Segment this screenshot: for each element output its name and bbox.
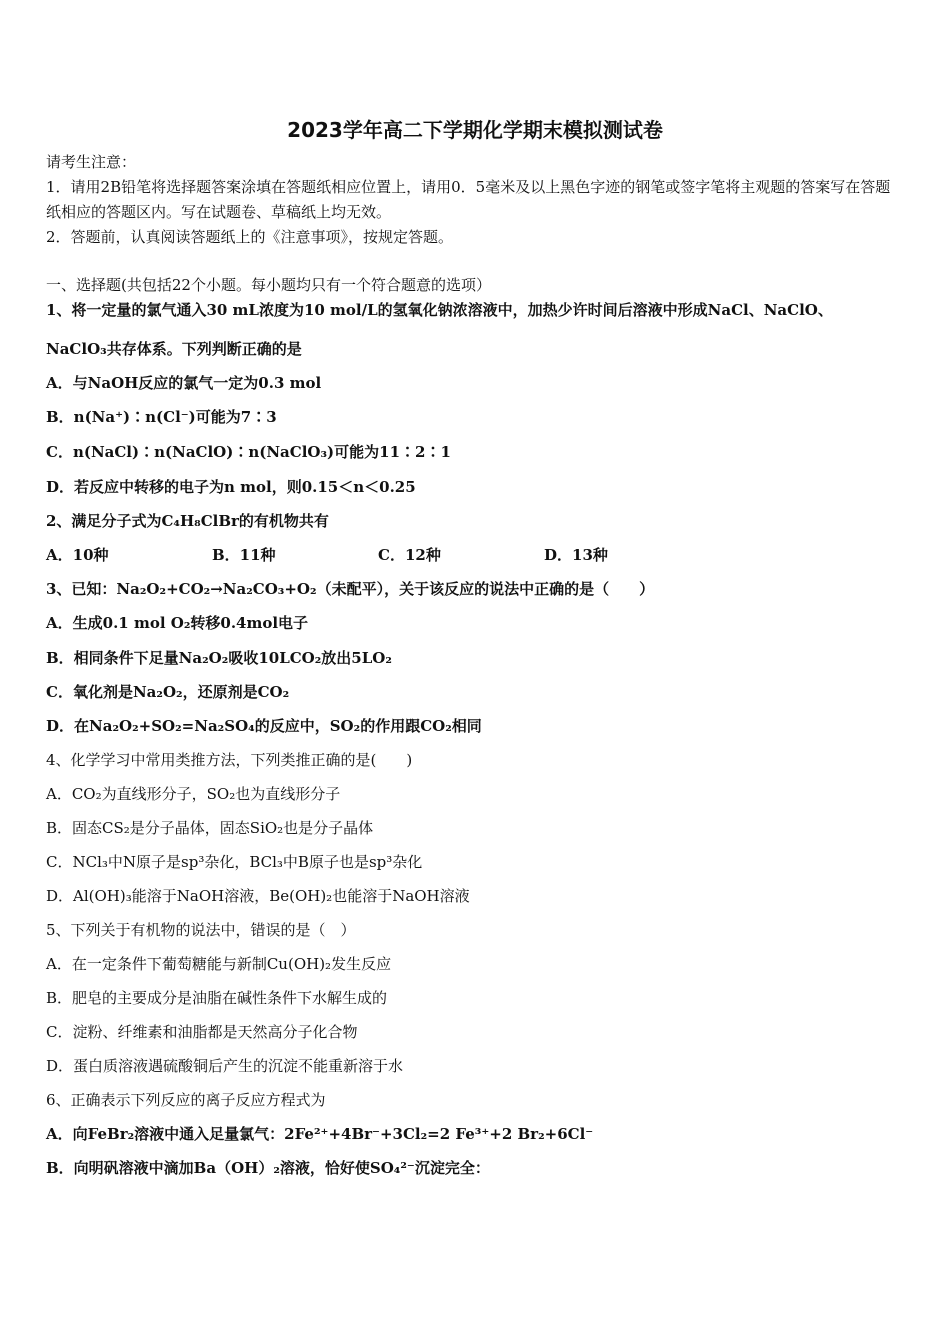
q6-stem: 6、正确表示下列反应的离子反应方程式为 [46,1091,326,1109]
q2-options [46,544,904,566]
q4-option-c: C．NCl₃中N原子是sp³杂化，BCl₃中B原子也是sp³杂化 [46,853,423,871]
q2-option-d: D．13种 [544,546,608,564]
q2-option-a: A．10种 [46,546,109,564]
q2-option-c: C．12种 [378,546,441,564]
q1-option-b: B．n(Na⁺)∶n(Cl⁻)可能为7∶3 [46,408,277,426]
q5-option-d: D．蛋白质溶液遇硫酸铜后产生的沉淀不能重新溶于水 [46,1057,404,1075]
q5-option-b: B．肥皂的主要成分是油脂在碱性条件下水解生成的 [46,989,388,1007]
q2-option-b: B．11种 [212,546,276,564]
q3-option-d: D．在Na₂O₂+SO₂=Na₂SO₄的反应中，SO₂的作用跟CO₂相同 [46,717,482,735]
q1-stem-line1: 1、将一定量的氯气通入30 mL浓度为10 mol/L的氢氧化钠浓溶液中，加热少许时间后溶液中形成NaCl、NaClO、 [46,301,833,319]
q1-option-c: C．n(NaCl)∶n(NaClO)∶n(NaClO₃)可能为11∶2∶1 [46,443,451,461]
q6-option-b: B．向明矾溶液中滴加Ba（OH）₂溶液，恰好使SO₄²⁻沉淀完全： [46,1159,490,1177]
notice-heading: 请考生注意： [46,153,137,171]
notice-item-1: 1．请用2B铅笔将选择题答案涂填在答题纸相应位置上，请用0．5毫米及以上黑色字迹的钢笔或签字笔将主观题的答案写在答题纸相应的答题区内。写在试题卷、草稿纸上均无效。 [46,178,891,221]
q1-option-a: A．与NaOH反应的氯气一定为0.3 mol [46,374,322,392]
q5-option-c: C．淀粉、纤维素和油脂都是天然高分子化合物 [46,1023,358,1041]
q1-option-d: D．若反应中转移的电子为n mol，则0.15＜n＜0.25 [46,478,416,496]
q3-option-b: B．相同条件下足量Na₂O₂吸收10LCO₂放出5LO₂ [46,649,392,667]
q1-stem-line2: NaClO₃共存体系。下列判断正确的是 [46,340,302,358]
q6-option-a: A．向FeBr₂溶液中通入足量氯气：2Fe²⁺+4Br⁻+3Cl₂=2 Fe³⁺+2 Br₂+6Cl⁻ [46,1125,594,1143]
notice-item-2: 2．答题前，认真阅读答题纸上的《注意事项》，按规定答题。 [46,228,454,246]
page-title: 2023学年高二下学期化学期末模拟测试卷 [287,118,663,142]
q4-option-a: A．CO₂为直线形分子，SO₂也为直线形分子 [46,785,341,803]
q5-option-a: A．在一定条件下葡萄糖能与新制Cu(OH)₂发生反应 [46,955,392,973]
q4-option-d: D．Al(OH)₃能溶于NaOH溶液，Be(OH)₂也能溶于NaOH溶液 [46,887,470,905]
q5-stem: 5、下列关于有机物的说法中，错误的是（ ） [46,921,356,939]
q3-option-c: C．氧化剂是Na₂O₂，还原剂是CO₂ [46,683,290,701]
q4-stem: 4、化学学习中常用类推方法，下列类推正确的是( ) [46,751,413,769]
section-heading: 一、选择题(共包括22个小题。每小题均只有一个符合题意的选项） [46,276,491,294]
q2-stem: 2、满足分子式为C₄H₈ClBr的有机物共有 [46,512,329,530]
q3-option-a: A．生成0.1 mol O₂转移0.4mol电子 [46,614,309,632]
q4-option-b: B．固态CS₂是分子晶体，固态SiO₂也是分子晶体 [46,819,374,837]
q3-stem: 3、已知：Na₂O₂+CO₂→Na₂CO₃+O₂（未配平），关于该反应的说法中正确的是（ ） [46,580,655,598]
